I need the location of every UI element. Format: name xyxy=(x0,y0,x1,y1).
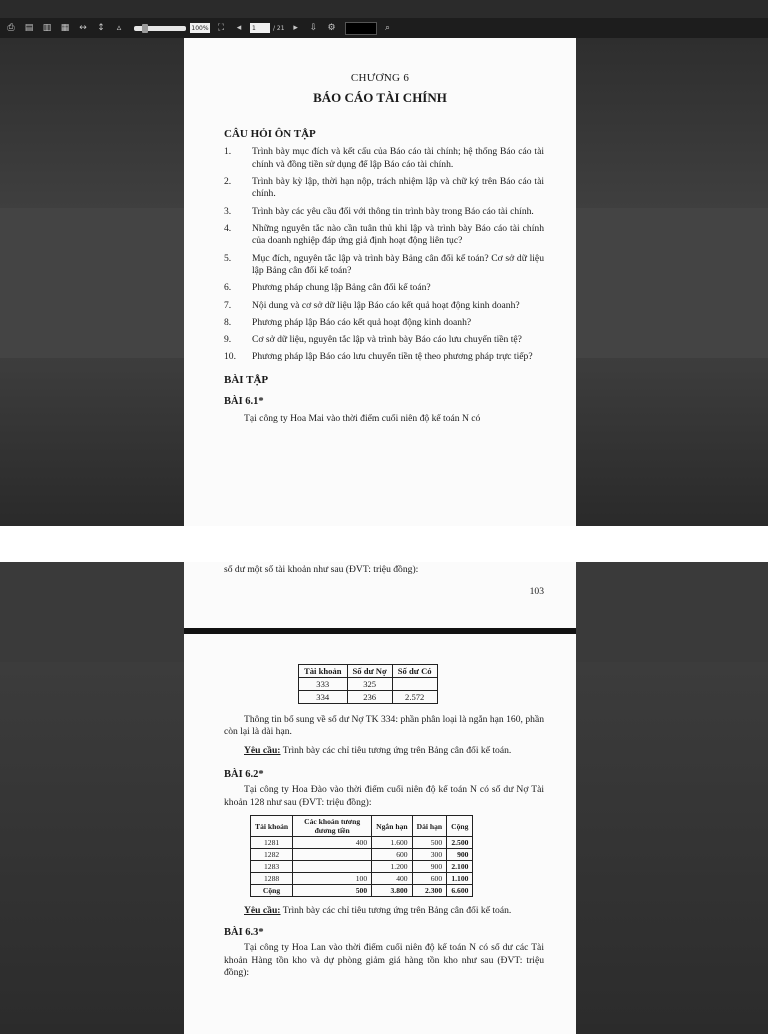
review-heading: CÂU HỎI ÔN TẬP xyxy=(224,128,316,140)
table-row xyxy=(251,861,473,873)
table-cell: 1282 xyxy=(251,849,293,861)
table-cell: 1288 xyxy=(251,873,293,885)
table-row xyxy=(299,678,438,691)
list-item: 7. Nội dung và cơ sở dữ liệu lập Báo cáo kết quả hoạt động kinh doanh? xyxy=(224,299,520,311)
viewer-toolbar xyxy=(0,18,768,39)
two-page-icon[interactable]: ▥ xyxy=(42,23,52,33)
table-cell xyxy=(293,849,372,861)
prev-page-icon[interactable]: ◂ xyxy=(236,23,242,33)
body-text: Thông tin bổ sung về số dư Nợ TK 334: phần phân loại là ngắn hạn 160, phần còn lại là dài hạn. xyxy=(224,714,544,738)
table-cell: 236 xyxy=(347,691,392,704)
table-row xyxy=(251,849,473,861)
table-cell: Cộng xyxy=(251,885,293,897)
fit-height-icon[interactable]: ↕ xyxy=(97,23,105,33)
document-page xyxy=(184,38,576,526)
list-item: 2. Trình bày kỳ lập, thời hạn nộp, trách nhiệm lập và chữ ký trên Báo cáo tài chính. xyxy=(224,175,544,200)
table-header: Các khoản tương đương tiền xyxy=(293,816,372,837)
table-cell: 2.100 xyxy=(447,861,473,873)
requirement xyxy=(224,745,544,757)
exercise-intro: Tại công ty Hoa Đào vào thời điểm cuối niên độ kế toán N có số dư Nợ Tài khoản 128 như sau (ĐVT: triệu đồng): xyxy=(224,784,544,808)
list-item: 3. Trình bày các yêu cầu đối với thông tin trình bày trong Báo cáo tài chính. xyxy=(224,205,534,217)
settings-icon[interactable]: ⚙ xyxy=(327,23,336,33)
table-header: Ngắn hạn xyxy=(372,816,412,837)
table-cell: 2.500 xyxy=(447,837,473,849)
table-cell: 1.100 xyxy=(447,873,473,885)
table-header: Tài khoản xyxy=(251,816,293,837)
table-header: Số dư Có xyxy=(392,665,437,678)
fit-width-icon[interactable]: ↔ xyxy=(79,23,87,33)
table-cell: 1281 xyxy=(251,837,293,849)
table-cell: 325 xyxy=(347,678,392,691)
table-cell: 500 xyxy=(412,837,447,849)
download-icon[interactable]: ⇩ xyxy=(309,23,318,33)
list-item: 4. Những nguyên tắc nào cần tuân thủ khi lập và trình bày Báo cáo tài chính của doanh nghiệp đáp ứng giả định hoạt động liên tục? xyxy=(224,222,544,247)
table-header: Số dư Nợ xyxy=(347,665,392,678)
table-header: Tài khoản xyxy=(299,665,348,678)
list-item: 1. Trình bày mục đích và kết cấu của Báo cáo tài chính; hệ thống Báo cáo tài chính và đồng tiền sử dụng để lập Báo cáo tài chính. xyxy=(224,146,544,170)
zoom-out-icon[interactable]: ▵ xyxy=(116,23,122,33)
requirement-text: Trình bày các chỉ tiêu tương ứng trên Bảng cân đối kế toán. xyxy=(280,905,512,917)
investment-table xyxy=(250,815,473,897)
requirement-label: Yêu cầu: xyxy=(244,905,281,917)
table-row xyxy=(251,885,473,897)
table-header-row xyxy=(251,816,473,837)
table-row xyxy=(251,837,473,849)
exercise-title: BÀI 6.2* xyxy=(224,769,264,781)
table-cell: 3.800 xyxy=(372,885,412,897)
body-text: số dư một số tài khoản như sau (ĐVT: triệu đồng): xyxy=(224,564,419,575)
table-cell: 2.300 xyxy=(412,885,447,897)
table-header-row xyxy=(299,665,438,678)
zoom-slider-thumb[interactable] xyxy=(142,24,148,33)
table-header: Dài hạn xyxy=(412,816,447,837)
document-page xyxy=(184,634,576,1034)
exercise-heading: BÀI TẬP xyxy=(224,373,269,386)
page-gap xyxy=(0,526,768,562)
exercise-title: BÀI 6.1* xyxy=(224,395,264,407)
table-cell: 300 xyxy=(412,849,447,861)
table-row xyxy=(251,873,473,885)
list-item: 9. Cơ sở dữ liệu, nguyên tắc lập và trình bày Báo cáo lưu chuyển tiền tệ? xyxy=(224,333,522,345)
table-cell: 2.572 xyxy=(392,691,437,704)
table-cell xyxy=(293,861,372,873)
table-cell: 400 xyxy=(293,837,372,849)
table-header: Cộng xyxy=(447,816,473,837)
print-icon[interactable]: ⎙ xyxy=(7,23,15,33)
table-cell xyxy=(392,678,437,691)
table-cell: 500 xyxy=(293,885,372,897)
chapter-label: CHƯƠNG 6 xyxy=(350,72,410,84)
question-list xyxy=(184,146,576,364)
fullscreen-icon[interactable]: ⛶ xyxy=(217,23,225,33)
single-page-icon[interactable]: ▤ xyxy=(24,23,34,33)
table-cell: 6.600 xyxy=(447,885,473,897)
zoom-slider[interactable] xyxy=(134,26,186,31)
table-cell: 400 xyxy=(372,873,412,885)
requirement-label: Yêu cầu: xyxy=(244,744,281,756)
list-item: 8. Phương pháp lập Báo cáo kết quả hoạt động kinh doanh? xyxy=(224,316,472,328)
table-cell: 100 xyxy=(293,873,372,885)
table-cell: 333 xyxy=(299,678,348,691)
requirement-text: Trình bày các chỉ tiêu tương ứng trên Bảng cân đối kế toán. xyxy=(280,744,512,756)
table-cell: 600 xyxy=(412,873,447,885)
table-row xyxy=(299,691,438,704)
document-page xyxy=(184,562,576,628)
exercise-title: BÀI 6.3* xyxy=(224,927,264,939)
page-number: 103 xyxy=(529,586,544,597)
requirement xyxy=(224,905,544,917)
zoom-level: 100% xyxy=(191,24,209,32)
chapter-title: BÁO CÁO TÀI CHÍNH xyxy=(313,90,447,105)
list-item: 10. Phương pháp lập Báo cáo lưu chuyển tiền tệ theo phương pháp trực tiếp? xyxy=(224,351,533,363)
table-cell: 1.600 xyxy=(372,837,412,849)
balance-table xyxy=(298,664,438,704)
table-cell: 900 xyxy=(447,849,473,861)
exercise-intro: Tại công ty Hoa Lan vào thời điểm cuối niên độ kế toán N có số dư các Tài khoản Hàng tồn kho và dự phòng giảm giá hàng tồn kho như sau (ĐVT: triệu đồng): xyxy=(224,942,544,979)
grid-view-icon[interactable]: ▦ xyxy=(60,23,70,33)
search-icon[interactable]: ⌕ xyxy=(385,23,391,33)
list-item: 6. Phương pháp chung lập Bảng cân đối kế toán? xyxy=(224,282,431,294)
table-cell: 334 xyxy=(299,691,348,704)
list-item: 5. Mục đích, nguyên tắc lập và trình bày Bảng cân đối kế toán? Cơ sở dữ liệu lập Bảng cân đối kế toán? xyxy=(224,252,544,277)
next-page-icon[interactable]: ▸ xyxy=(293,23,298,33)
search-input[interactable] xyxy=(345,22,377,35)
exercise-intro: Tại công ty Hoa Mai vào thời điểm cuối niên độ kế toán N có xyxy=(244,412,481,424)
table-cell: 1283 xyxy=(251,861,293,873)
table-cell: 600 xyxy=(372,849,412,861)
table-cell: 900 xyxy=(412,861,447,873)
page-number-input[interactable]: 1 xyxy=(250,23,270,33)
page-total: / 21 xyxy=(273,24,285,32)
table-cell: 1.200 xyxy=(372,861,412,873)
